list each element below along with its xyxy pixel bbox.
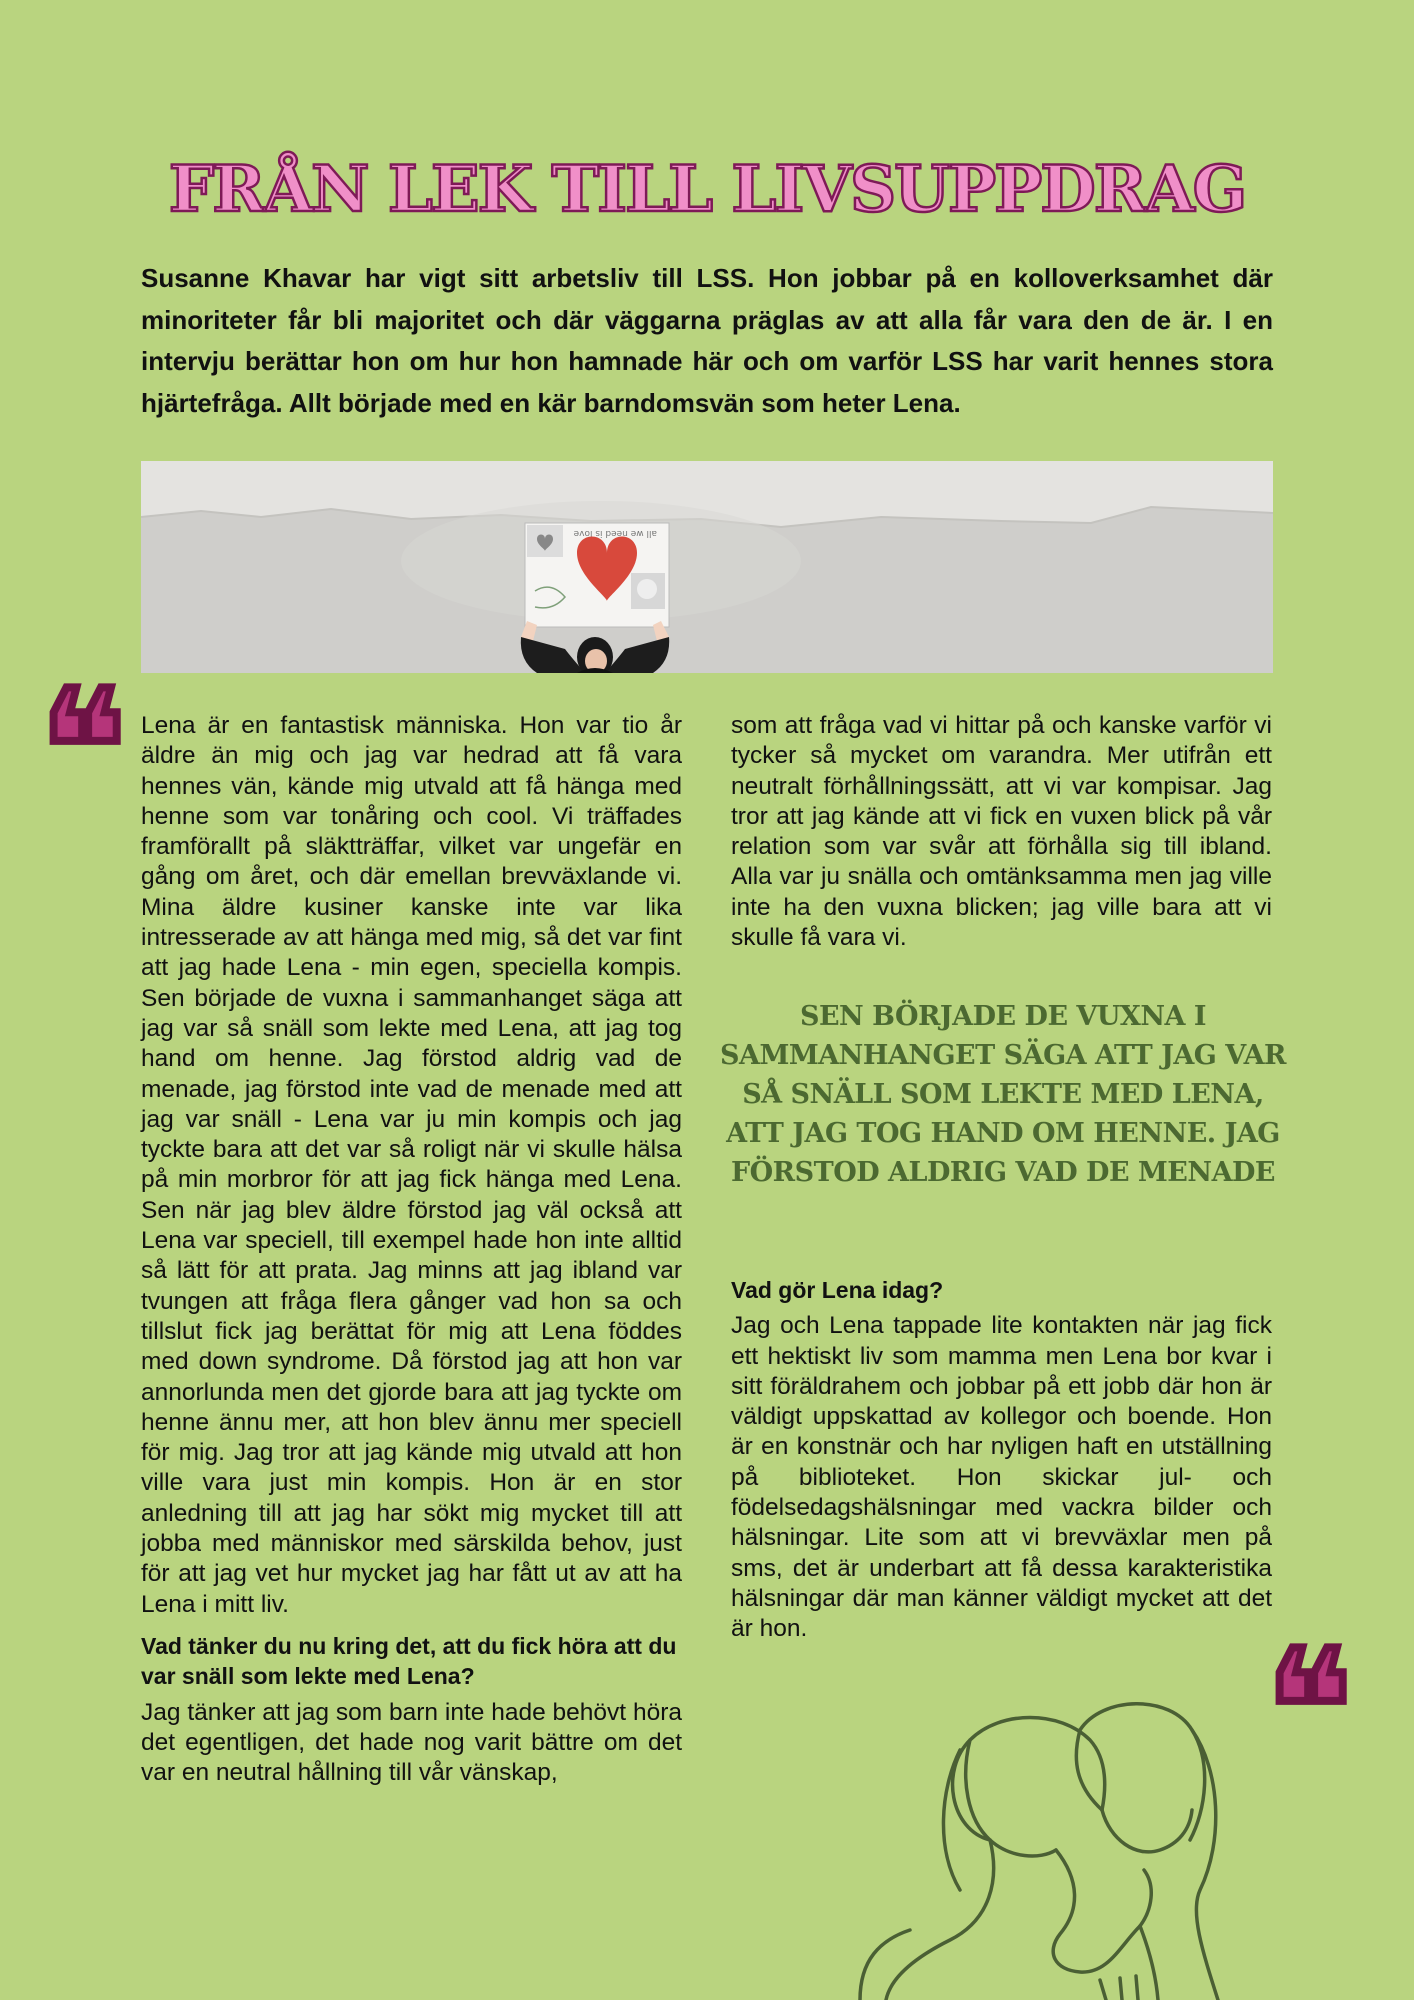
left-column: [141, 711, 682, 1788]
article-intro: Susanne Khavar har vigt sitt arbetsliv till LSS. Hon jobbar på en kolloverksamhet där minoriteter får bli majoritet och där väggarna präglas av att alla får vara den de är. I en intervju berättar hon om hur hon hamnade här och om varför LSS har varit hennes stora hjärtefråga. Allt började med en kär barndomsvän som heter Lena.: [141, 263, 1273, 418]
question-heading-2: Vad gör Lena idag?: [731, 1277, 944, 1303]
right-column-top: [731, 711, 1272, 953]
right-paragraph-3: Jag och Lena tappade lite kontakten när jag fick ett hektiskt liv som mamma men Lena bor kvar i sitt föräldrahem och jobbar på ett jobb där hon är väldigt uppskattad av kollegor och boende. Hon är en konstnär och har nyligen haft en utställning på biblioteket. Hon skickar jul- och födelsedagshälsningar med vackra bilder och hälsningar. Lite som att vi brevväxlar men på sms, det är underbart att få dessa karakteristika hälsningar där man känner väldigt mycket att det är hon.: [731, 1312, 1272, 1643]
two-friends-line-art: [840, 1690, 1260, 2000]
quote-mark-icon-2: ❝: [1266, 1614, 1353, 1802]
question-heading-1: Vad tänker du nu kring det, att du fick höra att du var snäll som lekte med Lena?: [141, 1632, 677, 1690]
right-paragraph-1: som att fråga vad vi hittar på och kanske varför vi tycker så mycket om varandra. Mer utifrån ett neutralt förhållningssätt, att vi var kompisar. Jag tror att jag kände att vi fick en vuxen blick på vår relation som var svår att förhålla sig till ibland. Alla var ju snälla och omtänksamma men jag ville inte ha den vuxna blicken; jag ville bara att vi skulle få vara vi.: [731, 712, 1272, 952]
right-column-bottom: [731, 1275, 1272, 1645]
left-paragraph-1: Lena är en fantastisk människa. Hon var tio år äldre än mig och jag var hedrad att få vara hennes vän, kände mig utvald att få hänga med henne som var tonåring och cool. Vi träffades framförallt på släktträffar, vilket var ungefär en gång om året, och där emellan brevväxlande vi. Mina äldre kusiner kanske inte var lika intresserade av att hänga med mig, så det var fint att jag hade Lena - min egen, speciella kompis. Sen började de vuxna i sammanhanget säga att jag var så snäll som lekte med Lena, att jag tog hand om henne. Jag förstod aldrig vad de menade, jag förstod inte vad de menade med att jag var snäll - Lena var ju min kompis och jag tyckte bara att det var så roligt när vi skulle hälsa på min morbror för att jag fick hänga med Lena. Sen när jag blev äldre förstod jag väl också att Lena var speciell, till exempel hade hon inte alltid så lätt för att prata. Jag minns att jag ibland var tvungen att fråga flera gånger vad hon sa och tillslut fick jag berättat för mig att Lena föddes med down syndrome. Då förstod jag att hon var annorlunda men det gjorde bara att jag tyckte om henne ännu mer, att hon blev ännu mer speciell för mig. Jag tror att jag kände mig utvald att hon ville vara just min kompis. Hon är en stor anledning till att jag har sökt mig mycket till att jobba med människor med särskilda behov, just för att jag vet hur mycket jag har fått ut av att ha Lena i mitt liv.: [141, 712, 682, 1618]
love-sign: [525, 523, 669, 627]
pull-quote: SEN BÖRJADE DE VUXNA I SAMMANHANGET SÄGA ATT JAG VAR SÅ SNÄLL SOM LEKTE MED LENA, ATT JAG TOG HAND OM HENNE. JAG FÖRSTOD ALDRIG VAD DE MENADE: [720, 1001, 1286, 1188]
left-paragraph-2: Jag tänker att jag som barn inte hade behövt höra det egentligen, det hade nog varit bättre om det var en neutral hållning till vår vänskap,: [141, 1698, 682, 1787]
photo-illustration: [141, 461, 1273, 673]
header-photo: [141, 461, 1273, 673]
quote-mark-icon: ❝: [40, 654, 127, 842]
article-title: FRÅN LEK TILL LIVSUPPDRAG: [168, 152, 1246, 227]
sign-text: all we need is love: [573, 528, 657, 538]
